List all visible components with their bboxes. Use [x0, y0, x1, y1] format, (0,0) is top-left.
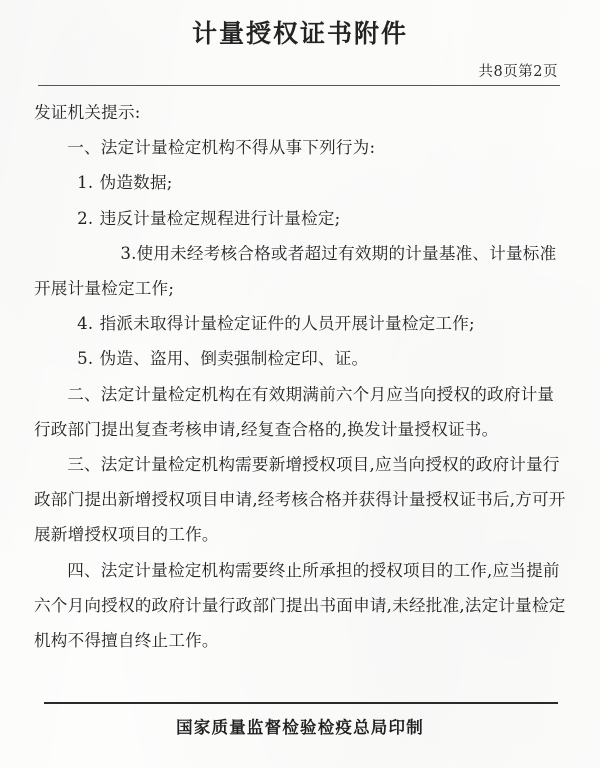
lead-in-text — [34, 95, 568, 130]
list-item-number: 1. — [77, 173, 94, 193]
lead-in-label: 发证机关提示: — [34, 103, 141, 122]
document-body — [34, 95, 568, 658]
list-item — [34, 201, 568, 236]
section-four-paragraph: 四、法定计量检定机构需要终止所承担的授权项目的工作,应当提前六个月向授权的政府计量行政部门提出书面申请,未经批准,法定计量检定机构不得擅自终止工作。 — [34, 560, 566, 651]
list-item — [34, 236, 568, 306]
section-one-heading: 一、法定计量检定机构不得从事下列行为: — [67, 138, 376, 158]
list-item-text: 伪造、盗用、倒卖强制检定印、证。 — [99, 349, 369, 369]
footer-issuer: 国家质量监督检验检疫总局印制 — [176, 718, 424, 737]
page-counter: 共8页第2页 — [478, 64, 558, 80]
list-item-number: 5. — [77, 349, 94, 369]
section-three-paragraph: 三、法定计量检定机构需要新增授权项目,应当向授权的政府计量行政部门提出新增授权项目申请,经考核合格并获得计量授权证书后,方可开展新增授权项目的工作。 — [34, 455, 566, 545]
page-title: 计量授权证书附件 — [191, 19, 408, 48]
list-item-number: 4. — [77, 314, 94, 334]
section-two-paragraph: 二、法定计量检定机构在有效期满前六个月应当向授权的政府计量行政部门提出复查考核申请,经复查合格的,换发计量授权证书。 — [34, 384, 555, 439]
list-item-text: 违反计量检定规程进行计量检定; — [99, 208, 341, 228]
list-item — [34, 341, 568, 376]
list-item-text: 伪造数据; — [99, 173, 173, 193]
footer-divider — [44, 702, 558, 704]
list-item — [34, 306, 568, 341]
list-item-number: 2. — [77, 208, 94, 228]
list-item-text: 指派未取得计量检定证件的人员开展计量检定工作; — [99, 314, 475, 334]
list-item — [34, 165, 568, 200]
header-divider — [38, 85, 560, 86]
list-item-text: 使用未经考核合格或者超过有效期的计量基准、计量标准开展计量检定工作; — [34, 243, 557, 299]
list-item-number: 3. — [120, 243, 137, 263]
